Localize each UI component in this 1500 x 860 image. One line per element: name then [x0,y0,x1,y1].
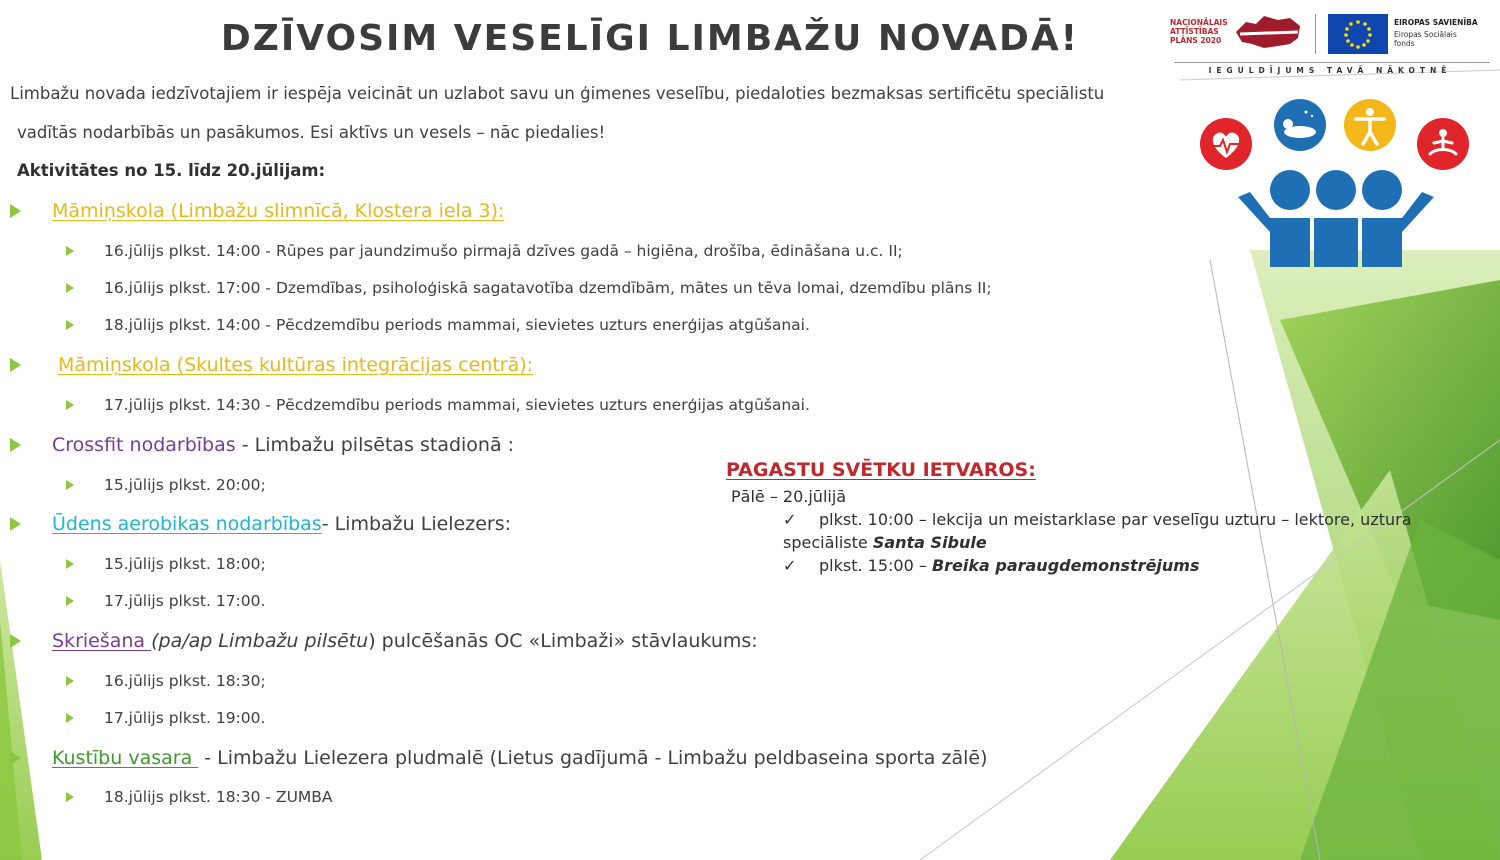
bullet-arrow-icon [66,713,74,723]
bullet-arrow-icon [66,792,74,802]
item-text: 16.jūlijs plkst. 14:00 - Rūpes par jaundzimušo pirmajā dzīves gadā – higiēna, drošība, ēdināšana u.c. II; [104,242,903,260]
festival-lecturer-name: Santa Sibule [872,533,987,552]
bullet-arrow-icon [10,751,21,765]
intro-line-2: vadītās nodarbībās un pasākumos. Esi aktīvs un vesels – nāc piedalies! [17,123,606,142]
list-item [66,476,266,494]
bullet-arrow-icon [66,596,74,606]
item-text: 15.jūlijs plkst. 18:00; [104,555,266,573]
item-text: 15.jūlijs plkst. 20:00; [104,476,266,494]
meditation-icon [1417,118,1469,170]
page-title: DZĪVOSIM VESELĪGI LIMBAŽU NOVADĀ! [220,18,1080,59]
section-title-link[interactable]: Skriešana [52,630,152,652]
eu-flag-icon [1328,14,1388,54]
item-text: 17.jūlijs plkst. 14:30 - Pēcdzemdību periods mammai, sievietes uzturs enerģijas atgūšanai. [104,396,810,414]
festival-item-1-cont [783,533,987,552]
check-icon: ✓ [783,510,797,529]
list-item [66,396,810,414]
item-text: 18.jūlijs plkst. 18:30 - ZUMBA [104,788,333,806]
item-text: 16.jūlijs plkst. 18:30; [104,672,266,690]
logo-motto: IEGULDĪJUMS TAVĀ NĀKOTNĒ [1208,66,1452,75]
festival-item-1-role: speciāliste [783,533,873,552]
intro-line-1: Limbažu novada iedzīvotajiem ir iespēja veicināt un uzlabot savu un ģimenes veselību, piedaloties bezmaksas sertificētu speciālistu [10,84,1105,103]
list-item [66,709,265,727]
festival-item-2-text: plkst. 15:00 – [819,556,932,575]
bullet-arrow-icon [66,480,74,490]
list-item [66,672,266,690]
list-item [66,555,266,573]
list-item [66,592,265,610]
list-item [66,242,903,260]
section-crossfit [10,434,514,456]
section-title-link[interactable]: Kustību vasara [52,747,199,769]
health-icons [1190,92,1470,267]
logo-divider [1315,14,1316,54]
bullet-arrow-icon [66,246,74,256]
section-title: Crossfit nodarbības [52,434,236,456]
festival-item-1-text: plkst. 10:00 – lekcija un meistarklase par veselīgu uzturu – lektore, uztura [819,510,1412,529]
festival-item-2-title: Breika paraugdemonstrējums [931,556,1200,575]
section-title-link[interactable]: Māmiņskola (Limbažu slimnīcā, Klostera iela 3): [52,200,505,222]
section-note: (pa/ap Limbažu pilsētu [151,630,369,652]
person-icon [1344,99,1396,151]
list-item [66,279,992,297]
check-icon: ✓ [783,556,797,575]
festival-title: PAGASTU SVĒTKU IETVAROS: [726,459,1036,481]
bullet-arrow-icon [10,517,21,531]
festival-item-2 [783,556,1200,575]
section-title-link[interactable]: Ūdens aerobikas nodarbības [52,513,322,535]
nap-logo-text: NACIONĀLAIS ATTĪSTĪBAS PLĀNS 2020 [1170,18,1228,45]
section-location: - Limbažu Lielezers: [321,513,512,535]
item-text: 17.jūlijs plkst. 19:00. [104,709,266,727]
festival-item-1 [783,510,1412,529]
sleep-icon [1274,99,1326,151]
list-item [66,788,333,806]
section-maminskola-skulte [10,354,533,376]
bullet-arrow-icon [66,676,74,686]
bullet-arrow-icon [66,400,74,410]
section-water-aerobics [10,513,511,535]
bullet-arrow-icon [66,283,74,293]
section-running [10,630,758,652]
list-item [66,316,810,334]
bullet-arrow-icon [10,634,21,648]
item-text: 16.jūlijs plkst. 17:00 - Dzemdības, psiholoģiskā sagatavotība dzemdībām, mātes un tēva lomai, dzemdību plāns II; [104,279,992,297]
eu-title: EIROPAS SAVIENĪBA [1394,18,1478,27]
item-text: 18.jūlijs plkst. 14:00 - Pēcdzemdību periods mammai, sievietes uzturs enerģijas atgūšanai. [104,316,810,334]
bullet-arrow-icon [66,320,74,330]
section-location: - Limbažu Lielezera pludmalē (Lietus gadījumā - Limbažu peldbaseina sporta zālē) [198,747,988,769]
section-title-link[interactable]: Māmiņskola (Skultes kultūras integrācijas centrā): [58,354,534,376]
item-text: 17.jūlijs plkst. 17:00. [104,592,266,610]
eu-fund: Eiropas Sociālais fonds [1394,30,1457,48]
bullet-arrow-icon [10,358,21,372]
logo-separator [1174,62,1490,63]
activities-period: Aktivitātes no 15. līdz 20.jūlijam: [17,161,326,180]
section-location: - Limbažu pilsētas stadionā : [235,434,515,456]
section-location: ) pulcēšanās OC «Limbaži» stāvlaukums: [368,630,758,652]
festival-place: Pālē – 20.jūlijā [731,487,847,506]
section-maminskola-hospital [10,200,504,222]
group-icon [1238,170,1434,267]
heart-icon [1200,118,1252,170]
section-summer-movement [10,747,987,769]
bullet-arrow-icon [10,204,21,218]
bullet-arrow-icon [66,559,74,569]
bullet-arrow-icon [10,438,21,452]
